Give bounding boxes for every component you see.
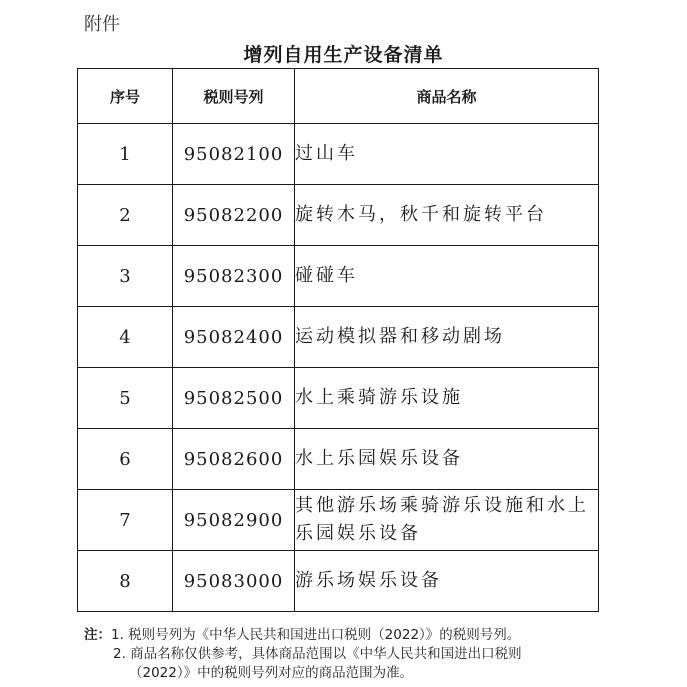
document-title: 增列自用生产设备清单: [243, 44, 444, 66]
header-tariff-code: 税则号列: [173, 69, 295, 124]
table-row: [78, 429, 599, 490]
cell-product-name: 游乐场娱乐设备: [295, 551, 599, 612]
cell-tariff-code: 95082100: [173, 124, 295, 185]
footnote-label: 注：: [84, 627, 111, 643]
cell-tariff-code: 95082900: [173, 490, 295, 551]
cell-product-name: 水上乘骑游乐设施: [295, 368, 599, 429]
cell-tariff-code: 95082500: [173, 368, 295, 429]
footnote-2-line-1: 2. 商品名称仅供参考，具体商品范围以《中华人民共和国进出口税则: [113, 646, 522, 662]
cell-product-name: 碰碰车: [295, 246, 599, 307]
footnote-2-line-2: （2022）》中的税则号列对应的商品范围为准。: [129, 665, 414, 681]
cell-tariff-code: 95082400: [173, 307, 295, 368]
cell-seq: 4: [78, 307, 173, 368]
cell-seq: 1: [78, 124, 173, 185]
cell-product-name: 运动模拟器和移动剧场: [295, 307, 599, 368]
cell-tariff-code: 95082300: [173, 246, 295, 307]
attachment-label: 附件: [84, 14, 120, 35]
footnotes: [84, 626, 644, 683]
cell-product-name: 过山车: [295, 124, 599, 185]
header-product-name: 商品名称: [295, 69, 599, 124]
cell-seq: 8: [78, 551, 173, 612]
cell-product-name: 旋转木马，秋千和旋转平台: [295, 185, 599, 246]
footnote-1: [84, 626, 644, 645]
table-row: [78, 490, 599, 551]
table-row: [78, 551, 599, 612]
cell-seq: 2: [78, 185, 173, 246]
header-seq: 序号: [78, 69, 173, 124]
cell-seq: 6: [78, 429, 173, 490]
cell-product-name: 其他游乐场乘骑游乐设施和水上乐园娱乐设备: [295, 490, 599, 551]
cell-seq: 7: [78, 490, 173, 551]
table-row: [78, 185, 599, 246]
table-header-row: [78, 69, 599, 124]
table-row: [78, 368, 599, 429]
cell-tariff-code: 95082200: [173, 185, 295, 246]
table-row: [78, 246, 599, 307]
table-row: [78, 307, 599, 368]
table-row: [78, 124, 599, 185]
equipment-table: [77, 68, 599, 612]
cell-tariff-code: 95083000: [173, 551, 295, 612]
cell-seq: 3: [78, 246, 173, 307]
cell-seq: 5: [78, 368, 173, 429]
cell-tariff-code: 95082600: [173, 429, 295, 490]
cell-product-name: 水上乐园娱乐设备: [295, 429, 599, 490]
footnote-1-text: 1. 税则号列为《中华人民共和国进出口税则（2022）》的税则号列。: [111, 627, 521, 643]
